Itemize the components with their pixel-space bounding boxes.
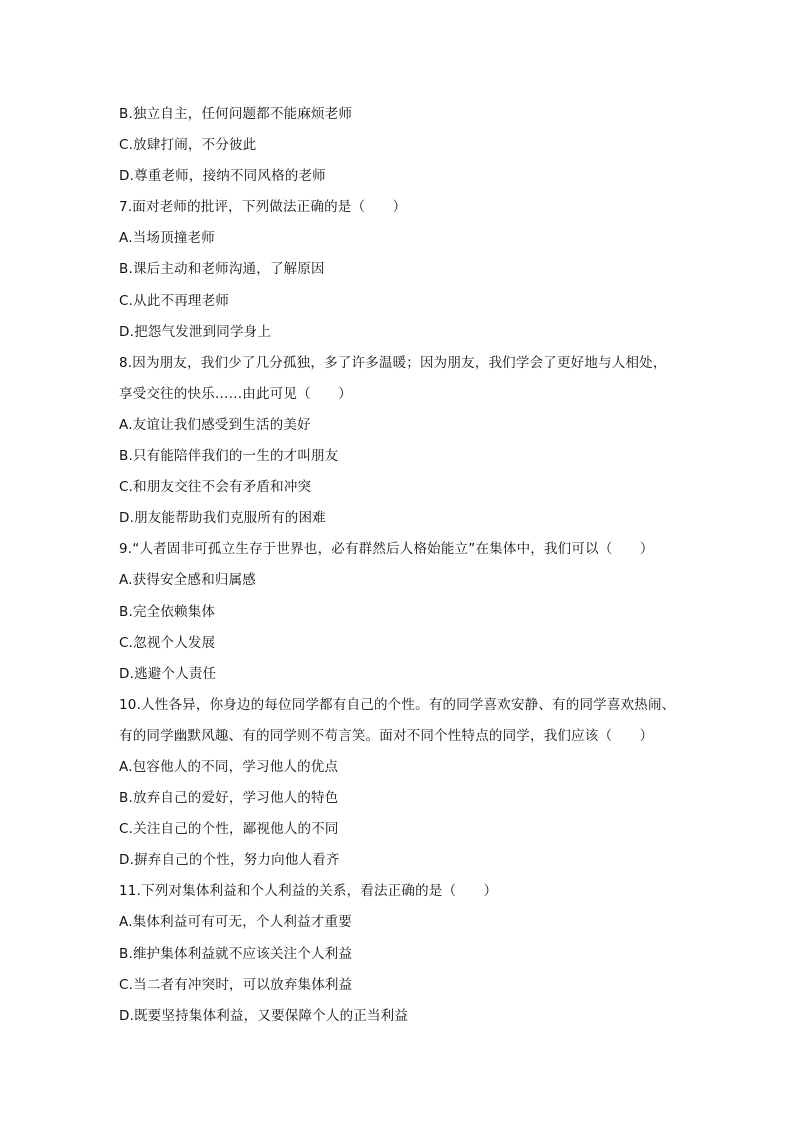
question-9: 9.“人者固非可孤立生存于世界也，必有群然后人格始能立”在集体中，我们可以（ ）	[119, 541, 654, 558]
question-10-line-2: 有的同学幽默风趣、有的同学则不苟言笑。面对不同个性特点的同学，我们应该（ ）	[119, 727, 654, 744]
option-9a: A.获得安全感和归属感	[119, 572, 256, 589]
question-8-line-1: 8.因为朋友，我们少了几分孤独，多了许多温暖；因为朋友，我们学会了更好地与人相处，	[119, 354, 667, 371]
option-8d: D.朋友能帮助我们克服所有的困难	[119, 510, 326, 527]
option-9c: C.忽视个人发展	[119, 634, 216, 651]
option-8c: C.和朋友交往不会有矛盾和冲突	[119, 479, 312, 496]
option-11d: D.既要坚持集体利益，又要保障个人的正当利益	[119, 1007, 409, 1024]
option-8b: B.只有能陪伴我们的一生的才叫朋友	[119, 448, 339, 465]
option-11c: C.当二者有冲突时，可以放弃集体利益	[119, 976, 353, 993]
question-7: 7.面对老师的批评，下列做法正确的是（ ）	[119, 199, 407, 216]
option-7d: D.把怨气发泄到同学身上	[119, 323, 272, 340]
option-10c: C.关注自己的个性，鄙视他人的不同	[119, 821, 339, 838]
question-text-block	[119, 99, 689, 1032]
option-11b: B.维护集体利益就不应该关注个人利益	[119, 945, 353, 962]
option-7b: B.课后主动和老师沟通，了解原因	[119, 261, 325, 278]
question-8-line-2: 享受交往的快乐……由此可见（ ）	[119, 385, 352, 402]
option-6b: B.独立自主，任何问题都不能麻烦老师	[119, 106, 353, 122]
option-10a: A.包容他人的不同，学习他人的优点	[119, 758, 339, 775]
option-6c: C.放肆打闹，不分彼此	[119, 137, 257, 154]
option-10d: D.摒弃自己的个性，努力向他人看齐	[119, 852, 340, 869]
question-11: 11.下列对集体利益和个人利益的关系，看法正确的是（ ）	[119, 883, 498, 900]
option-7c: C.从此不再理老师	[119, 292, 230, 309]
option-10b: B.放弃自己的爱好，学习他人的特色	[119, 790, 339, 807]
option-9b: B.完全依赖集体	[119, 603, 216, 620]
option-11a: A.集体利益可有可无，个人利益才重要	[119, 914, 352, 931]
option-8a: A.友谊让我们感受到生活的美好	[119, 416, 311, 433]
option-7a: A.当场顶撞老师	[119, 230, 215, 247]
question-10-line-1: 10.人性各异，你身边的每位同学都有自己的个性。有的同学喜欢安静、有的同学喜欢热闹、	[119, 696, 676, 713]
option-6d: D.尊重老师，接纳不同风格的老师	[119, 168, 326, 185]
option-9d: D.逃避个人责任	[119, 665, 217, 682]
